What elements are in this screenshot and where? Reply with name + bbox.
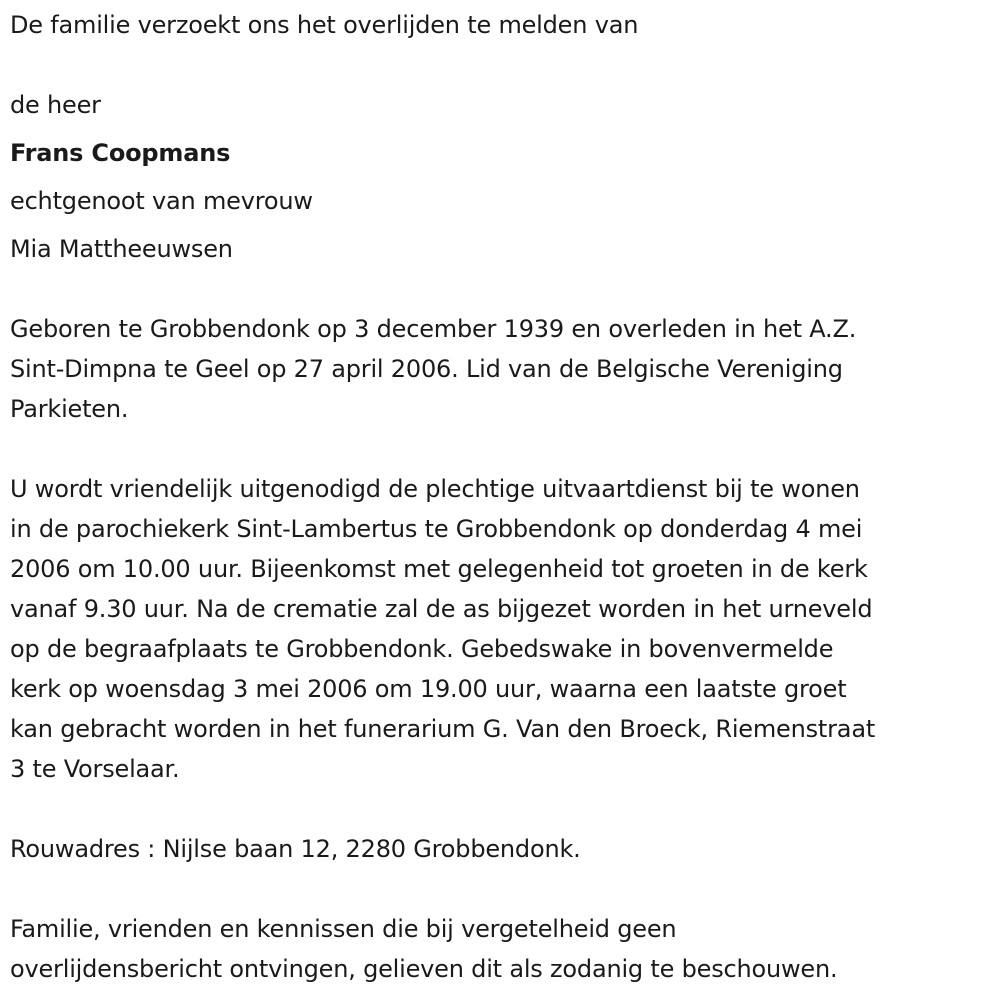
spacer xyxy=(10,429,995,469)
deceased-name: Frans Coopmans xyxy=(10,139,231,167)
spacer xyxy=(10,789,995,829)
service-paragraph xyxy=(10,469,995,789)
paragraph-line: kerk op woensdag 3 mei 2006 om 19.00 uur, waarna een laatste groet xyxy=(10,675,847,703)
paragraph-line: in de parochiekerk Sint-Lambertus te Grobbendonk op donderdag 4 mei xyxy=(10,515,863,543)
title-prefix: de heer xyxy=(10,91,101,119)
spacer xyxy=(10,45,995,85)
spouse-name: Mia Mattheeuwsen xyxy=(10,235,233,263)
intro-text: De familie verzoekt ons het overlijden te melden van xyxy=(10,11,639,39)
birth-paragraph xyxy=(10,309,995,429)
paragraph-line: U wordt vriendelijk uitgenodigd de plechtige uitvaartdienst bij te wonen xyxy=(10,475,860,503)
paragraph-line: overlijdensbericht ontvingen, gelieven dit als zodanig te beschouwen. xyxy=(10,955,838,983)
spacer xyxy=(10,269,995,309)
spacer xyxy=(10,869,995,909)
closing-paragraph xyxy=(10,909,995,989)
mourning-address: Rouwadres : Nijlse baan 12, 2280 Grobbendonk. xyxy=(10,835,581,863)
paragraph-line: vanaf 9.30 uur. Na de crematie zal de as bijgezet worden in het urneveld xyxy=(10,595,873,623)
paragraph-line: op de begraafplaats te Grobbendonk. Gebedswake in bovenvermelde xyxy=(10,635,834,663)
paragraph-line: 2006 om 10.00 uur. Bijeenkomst met gelegenheid tot groeten in de kerk xyxy=(10,555,868,583)
paragraph-line: Parkieten. xyxy=(10,395,129,423)
relation-text: echtgenoot van mevrouw xyxy=(10,187,313,215)
paragraph-line: Sint-Dimpna te Geel op 27 april 2006. Lid van de Belgische Vereniging xyxy=(10,355,843,383)
death-notice xyxy=(10,5,995,989)
paragraph-line: Familie, vrienden en kennissen die bij vergetelheid geen xyxy=(10,915,677,943)
paragraph-line: 3 te Vorselaar. xyxy=(10,755,180,783)
paragraph-line: Geboren te Grobbendonk op 3 december 1939 en overleden in het A.Z. xyxy=(10,315,857,343)
paragraph-line: kan gebracht worden in het funerarium G. Van den Broeck, Riemenstraat xyxy=(10,715,876,743)
